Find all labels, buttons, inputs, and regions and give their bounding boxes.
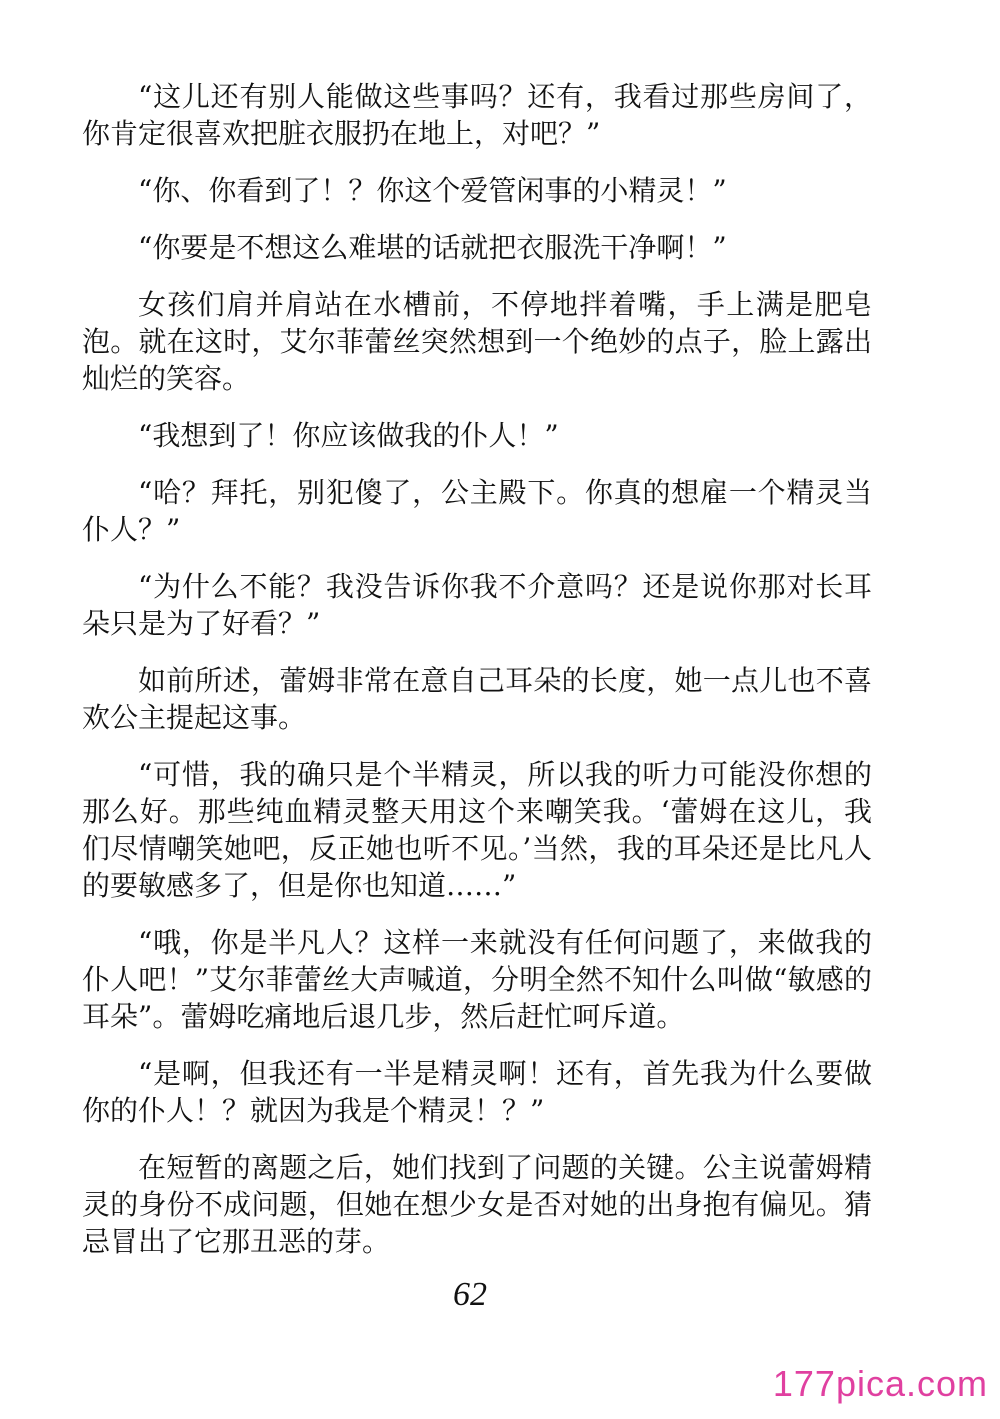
- paragraph: “哦，你是半凡人？这样一来就没有任何问题了，来做我的仆人吧！”艾尔菲蕾丝大声喊道，分明全然不知什么叫做“敏感的耳朵”。蕾姆吃痛地后退几步，然后赶忙呵斥道。: [82, 926, 872, 1033]
- paragraph: “为什么不能？我没告诉你我不介意吗？还是说你那对长耳朵只是为了好看？”: [82, 570, 872, 640]
- paragraph: “可惜，我的确只是个半精灵，所以我的听力可能没你想的那么好。那些纯血精灵整天用这个来嘲笑我。‘蕾姆在这儿，我们尽情嘲笑她吧，反正她也听不见。’当然，我的耳朵还是比凡人的要敏感多了，但是你也知道……”: [82, 758, 872, 902]
- paragraph: “是啊，但我还有一半是精灵啊！还有，首先我为什么要做你的仆人！？就因为我是个精灵！？”: [82, 1057, 872, 1127]
- paragraph: “你、你看到了！？你这个爱管闲事的小精灵！”: [138, 174, 727, 207]
- paragraph: 女孩们肩并肩站在水槽前，不停地拌着嘴，手上满是肥皂泡。就在这时，艾尔菲蕾丝突然想到一个绝妙的点子，脸上露出灿烂的笑容。: [82, 288, 872, 395]
- page-number: 62: [453, 1276, 487, 1313]
- paragraph: “你要是不想这么难堪的话就把衣服洗干净啊！”: [138, 231, 727, 264]
- paragraph: “我想到了！你应该做我的仆人！”: [138, 419, 559, 452]
- paragraph: 在短暂的离题之后，她们找到了问题的关键。公主说蕾姆精灵的身份不成问题，但她在想少女是否对她的出身抱有偏见。猜忌冒出了它那丑恶的芽。: [82, 1151, 872, 1258]
- page-body: [82, 78, 872, 1280]
- paragraph: 如前所述，蕾姆非常在意自己耳朵的长度，她一点儿也不喜欢公主提起这事。: [82, 664, 872, 734]
- paragraph: “这儿还有别人能做这些事吗？还有，我看过那些房间了，你肯定很喜欢把脏衣服扔在地上，对吧？”: [82, 80, 872, 150]
- paragraph: “哈？拜托，别犯傻了，公主殿下。你真的想雇一个精灵当仆人？”: [82, 476, 872, 546]
- watermark: 177pica.com: [772, 1363, 988, 1404]
